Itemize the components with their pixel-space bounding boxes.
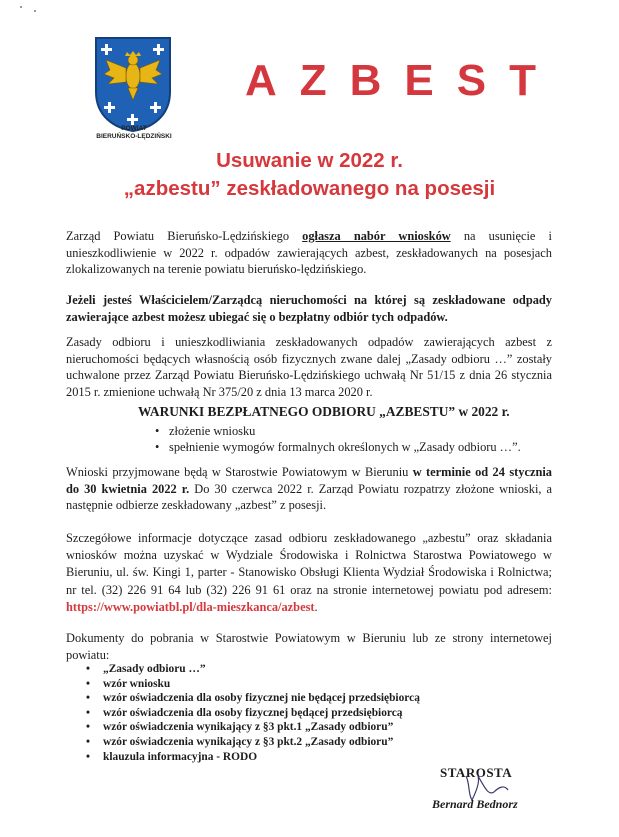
p5-text: Szczegółowe informacje dotyczące zasad odbioru zeskładowanego „azbestu” oraz składania wniosków można uzyskać w Wydziale Środowiska i Rolnictwa Starostwa Powiatowego w Bieruniu, ul. św. Kingi 1, parter - Stanowisko Obsługi Klienta Wydział Środowiska i Rolnictwa; nr tel. (32) 226 91 64 lub (32) 226 91 61 oraz na stronie internetowej powiatu pod adresem: [66,531,552,597]
condition-item-1: złożenie wniosku [169,424,256,438]
download-item-rodo: klauzula informacyjna - RODO [103,750,258,763]
crest-label-line1: POWIAT [121,125,147,132]
download-item-rules: „Zasady odbioru …” [103,663,206,675]
page-title-line2: „azbestu” zeskładowanego na posesji [123,177,496,200]
conditions-heading: WARUNKI BEZPŁATNEGO ODBIORU „AZBESTU” w 2022 r. [138,404,510,419]
info-paragraph [66,530,552,616]
download-item-statement-p1: wzór oświadczenia wynikający z §3 pkt.1 „Zasady odbioru” [103,721,394,734]
download-item-statement-non-business: wzór oświadczenia dla osoby fizycznej nie będącej przedsiębiorcą [103,692,420,705]
announcement-paragraph [66,228,552,278]
condition-item-2: spełnienie wymogów formalnych określonych w „Zasady odbioru …”. [169,440,521,454]
downloads-list [86,662,420,764]
conditions-list [155,423,521,455]
list-item: • złożenie wniosku [155,424,256,438]
page-title-line1: Usuwanie w 2022 r. [216,149,403,172]
list-item: • klauzula informacyjna - RODO [86,750,258,763]
p1-text-start: Zarząd Powiatu Bieruńsko-Lędzińskiego [66,229,303,243]
signature-name: Bernard Bednorz [432,797,518,811]
list-item: • wzór wniosku [86,677,171,690]
azbest-info-link[interactable]: https://www.powiatbl.pl/dla-mieszkanca/azbest [66,599,315,614]
download-item-application: wzór wniosku [103,677,171,690]
p5-end: . [314,599,318,614]
scan-speck [20,6,22,8]
download-item-statement-p2: wzór oświadczenia wynikający z §3 pkt.2 „Zasady odbioru” [103,735,394,748]
deadline-paragraph [66,464,552,514]
list-item: • wzór oświadczenia dla osoby fizycznej będącej przedsiębiorcą [86,706,403,719]
list-item: • wzór oświadczenia wynikający z §3 pkt.1 „Zasady odbioru” [86,721,394,734]
p4-text-start: Wnioski przyjmowane będą w Starostwie Powiatowym w Bieruniu [66,465,413,479]
list-item: • wzór oświadczenia dla osoby fizycznej nie będącej przedsiębiorcą [86,692,420,705]
list-item: • spełnienie wymogów formalnych określonych w „Zasady odbioru …”. [155,440,521,454]
signature-title: STAROSTA [440,765,513,780]
downloads-intro: Dokumenty do pobrania w Starostwie Powiatowym w Bieruniu lub ze strony internetowej powiatu: [66,631,552,662]
p1-emphasis: ogłasza nabór wniosków [302,229,451,243]
azbest-banner: AZBEST [245,56,559,105]
coat-of-arms-logo [92,36,174,132]
list-item: • „Zasady odbioru …” [86,663,206,675]
eligibility-paragraph: Jeżeli jesteś Właścicielem/Zarządcą nieruchomości na której są zeskładowane odpady zawierające azbest możesz ubiegać się o bezpłatny odbiór tych odpadów. [66,293,552,324]
p4-emphasis: w terminie od 24 stycznia do 30 kwietnia 2022 r. [66,465,552,496]
county-name-label [70,125,198,141]
p4-text-rest: Do 30 czerwca 2022 r. Zarząd Powiatu rozpatrzy złożone wnioski, a następnie odbierze zeskładowany „azbest” z posesji. [66,481,553,512]
scan-speck [34,10,36,12]
rules-paragraph: Zasady odbioru i unieszkodliwiania zeskładowanych odpadów zawierających azbest z nieruchomości będących własnością osób fizycznych zwane dalej „Zasady odbioru …” zostały uchwalone przez Zarząd Powiatu Bieruńsko-Lędzińskiego uchwałą Nr 51/15 z dnia 26 stycznia 2015 r. zmienione uchwałą Nr 375/20 z dnia 13 marca 2020 r. [66,335,552,399]
list-item: • wzór oświadczenia wynikający z §3 pkt.2 „Zasady odbioru” [86,735,394,748]
crest-label-line2: BIERUŃSKO-LĘDZIŃSKI [96,133,172,140]
download-item-statement-business: wzór oświadczenia dla osoby fizycznej będącej przedsiębiorcą [103,706,403,719]
p1-text-rest: na usunięcie i unieszkodliwienie w 2022 r. odpadów zawierających azbest, zeskładowanych na posesjach zlokalizowanych na terenie powiatu bieruńsko-lędzińskiego. [66,229,552,276]
